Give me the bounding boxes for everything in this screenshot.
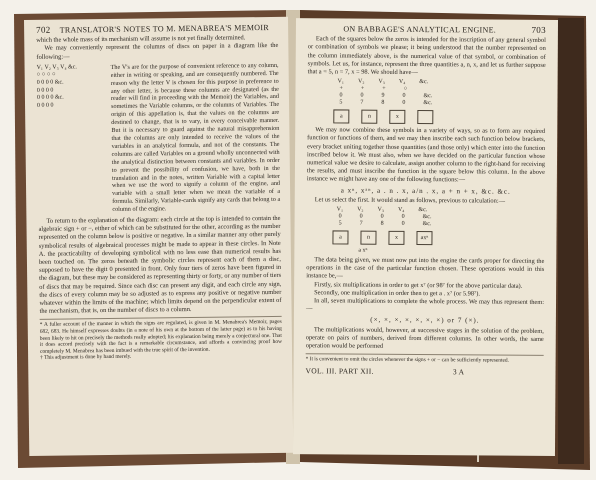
symbol-box: [417, 110, 433, 124]
left-footnotes: [40, 316, 283, 362]
right-paragraph-7: In all, seven multiplications to complete the whole process. We may thus represent them:—: [305, 297, 545, 313]
diagram-row: 0 0 0 0 &c.: [36, 94, 64, 102]
column-diagram: [37, 62, 281, 215]
right-paragraph-3: Let us select the first. It would stand as follows, previous to calculation:—: [314, 196, 506, 205]
signature-mark: 3 A: [452, 367, 465, 377]
diagram-row: ○ ○ ○ ○: [36, 72, 56, 79]
table2-values: 5 7 8 0 &c.: [338, 220, 432, 228]
right-paragraph-6: Secondly, one multiplication in order then to get a . x⁷ (or 5.98⁷).: [314, 289, 481, 298]
left-running-title: TRANSLATOR'S NOTES TO M. MENABREA'S MEMOIR: [59, 23, 270, 35]
left-footnote-1: * A fuller account of the manner in which the signs are regulated, is given in M. Menabrea's Memoir, pages 682, 683. He himself expresses doubts (in a note of his own at the bottom of the latter page) as to his having been likely to hit on precisely the methods really adopted; his explanation being merely a conjectural one. That it does accord precisely with the fact is a remarkable circumstance, and affords a convincing proof how completely M. Menabrea has been imbued with the true spirit of the invention.: [39, 319, 282, 355]
column-table-1: [337, 79, 545, 125]
right-running-head: [308, 24, 546, 35]
left-page: [24, 17, 293, 456]
right-running-title: ON BABBAGE'S ANALYTICAL ENGINE.: [343, 24, 497, 35]
operations-line: (×, ×, ×, ×, ×, ×, ×) or 7 (×).: [370, 316, 480, 325]
table1-values: 5 7 8 0 &c.: [339, 99, 433, 107]
right-page-footer: [306, 367, 544, 377]
diagram-row: 0 0 0 0 &c.: [36, 79, 64, 86]
table2-boxes: [332, 230, 544, 245]
symbol-box: x: [388, 231, 404, 245]
table1-digits: 0 0 9 0 &c.: [339, 92, 433, 100]
left-paragraph-3: The V's are for the purpose of convenient reference to any column, either in writing or speaking, and are consequently numbered. The reason why the letter V is chosen for this purpose in preference to any other letter, is because these columns are designated (as the reader will find in proceeding with the Memoir) the Variables, and sometimes the Variable columns, or the columns of Variables. The origin of this appellation is, that the values on the columns are destined to change, that is to vary, in every conceivable manner. But it is necessary to guard against the natural misapprehension that the columns are only intended to receive the values of the variables in an analytical formula, and not of the constants. The columns are called Variables on a ground wholly unconnected with the analytical distinction between constants and variables. In order to prevent the possibility of confusion, we have, both in the translation and in the notes, written Variable with a capital letter when we use the word to signify a column of the engine, and variable with a small letter when we mean the variable of a formula. Similarly, Variable-cards signify any cards that belong to a column of the engine.: [110, 61, 281, 214]
symbol-box: n: [361, 110, 377, 124]
left-paragraph-2: We may conveniently represent the columns of discs on paper in a diagram like the following:—: [36, 42, 279, 61]
right-page-number: 703: [531, 24, 546, 35]
right-footnote: * It is convenient to omit the circles whenever the signs + or − can be sufficiently represented.: [306, 354, 544, 365]
table1-header: V₁ V₂ V₃ V₄ &c.: [337, 78, 429, 86]
left-paragraph-4: To return to the explanation of the diagram: each circle at the top is intended to contain the algebraic sign + or −, either of which can be substituted for the other, according as the number represented on the column below is positive or negative. In a similar manner any other purely symbolical results of algebraical processes might be made to appear in these circles. In Note A. the practicability of developing symbolical with no less ease than numerical results has been touched on. The zeros beneath the symbolic circles represent each of them a disc, supposed to have the digit 0 presented in front. Only four tiers of zeros have been figured in the diagram, but these may be considered as representing thirty or forty, or any number of tiers of discs that may be required. Since each disc can present any digit, and each circle any sign, the discs of every column may be so adjusted as to express any positive or negative number whatever within the limits of the machine; which limits depend on the perpendicular extent of the mechanism, that is, on the number of discs to a column.: [38, 214, 282, 316]
diagram-header: V₁ V₂ V₃ V₄ &c.: [36, 64, 77, 71]
left-page-number: 702: [36, 24, 51, 35]
left-footnote-2: † This adjustment is done by hand merely.: [40, 354, 132, 362]
left-paragraph-1: which the whole mass of its mechanism will assume is not yet finally determined.: [36, 34, 246, 45]
symbol-box: axⁿ: [416, 231, 432, 245]
symbol-box: n: [360, 231, 376, 245]
symbol-box: x: [389, 110, 405, 124]
right-paragraph-5: Firstly, six multiplications in order to get x⁷ (or 98⁷ for the above particular data).: [314, 280, 523, 290]
right-paragraph-2: We may now combine these symbols in a variety of ways, so as to form any required function or functions of them, and we may then inscribe each such function below brackets, every bracket uniting together those quantities (and those only) which enter into the function inscribed below it. We must also, when we have decided on the particular function whose numerical value we desire to calculate, assign another column to the right-hand for receiving the results, and must inscribe the function in the square below this column. In the above instance we might have any one of the following functions:—: [306, 126, 546, 184]
right-paragraph-1: Each of the squares below the zeros is intended for the inscription of any general symbol or combination of symbols we please; it being understood that the number represented on the column immediately above, is the numerical value of that symbol, or combination of symbols. Let us, for instance, represent the three quantities a, n, x, and let us further suppose that a = 5, n = 7, x = 98. We should have—: [307, 35, 546, 77]
table2-header: V₁ V₂ V₃ V₄ &c.: [336, 206, 428, 214]
table2-bracket-label: a xⁿ: [358, 247, 368, 254]
right-paragraph-4: The data being given, we must now put into the engine the cards proper for directing the operations in the case of the particular function chosen. These operations would in this instance be,—: [306, 256, 545, 280]
right-paragraph-8: The multiplications would, however, at successive stages in the solution of the problem, operate on pairs of numbers, derived from different columns. In other words, the same operation would be performed: [305, 325, 544, 350]
diagram-row: 0 0 0 0: [36, 87, 54, 94]
table2-digits: 0 0 0 0 &c.: [338, 213, 432, 221]
left-running-head: [36, 23, 278, 35]
table1-signs: + + + ○: [339, 85, 408, 93]
right-page: [293, 18, 558, 456]
symbol-box: a: [332, 230, 348, 244]
symbol-box: a: [333, 110, 349, 124]
volume-label: VOL. III. PART XII.: [305, 366, 374, 376]
functions-list: a xⁿ, xᵃⁿ, a . n . x, a/n . x, a + n + x, &c. &c.: [340, 186, 511, 196]
diagram-row: 0 0 0 0: [37, 102, 54, 109]
column-table-2: [336, 207, 544, 256]
table1-boxes: [333, 110, 545, 125]
